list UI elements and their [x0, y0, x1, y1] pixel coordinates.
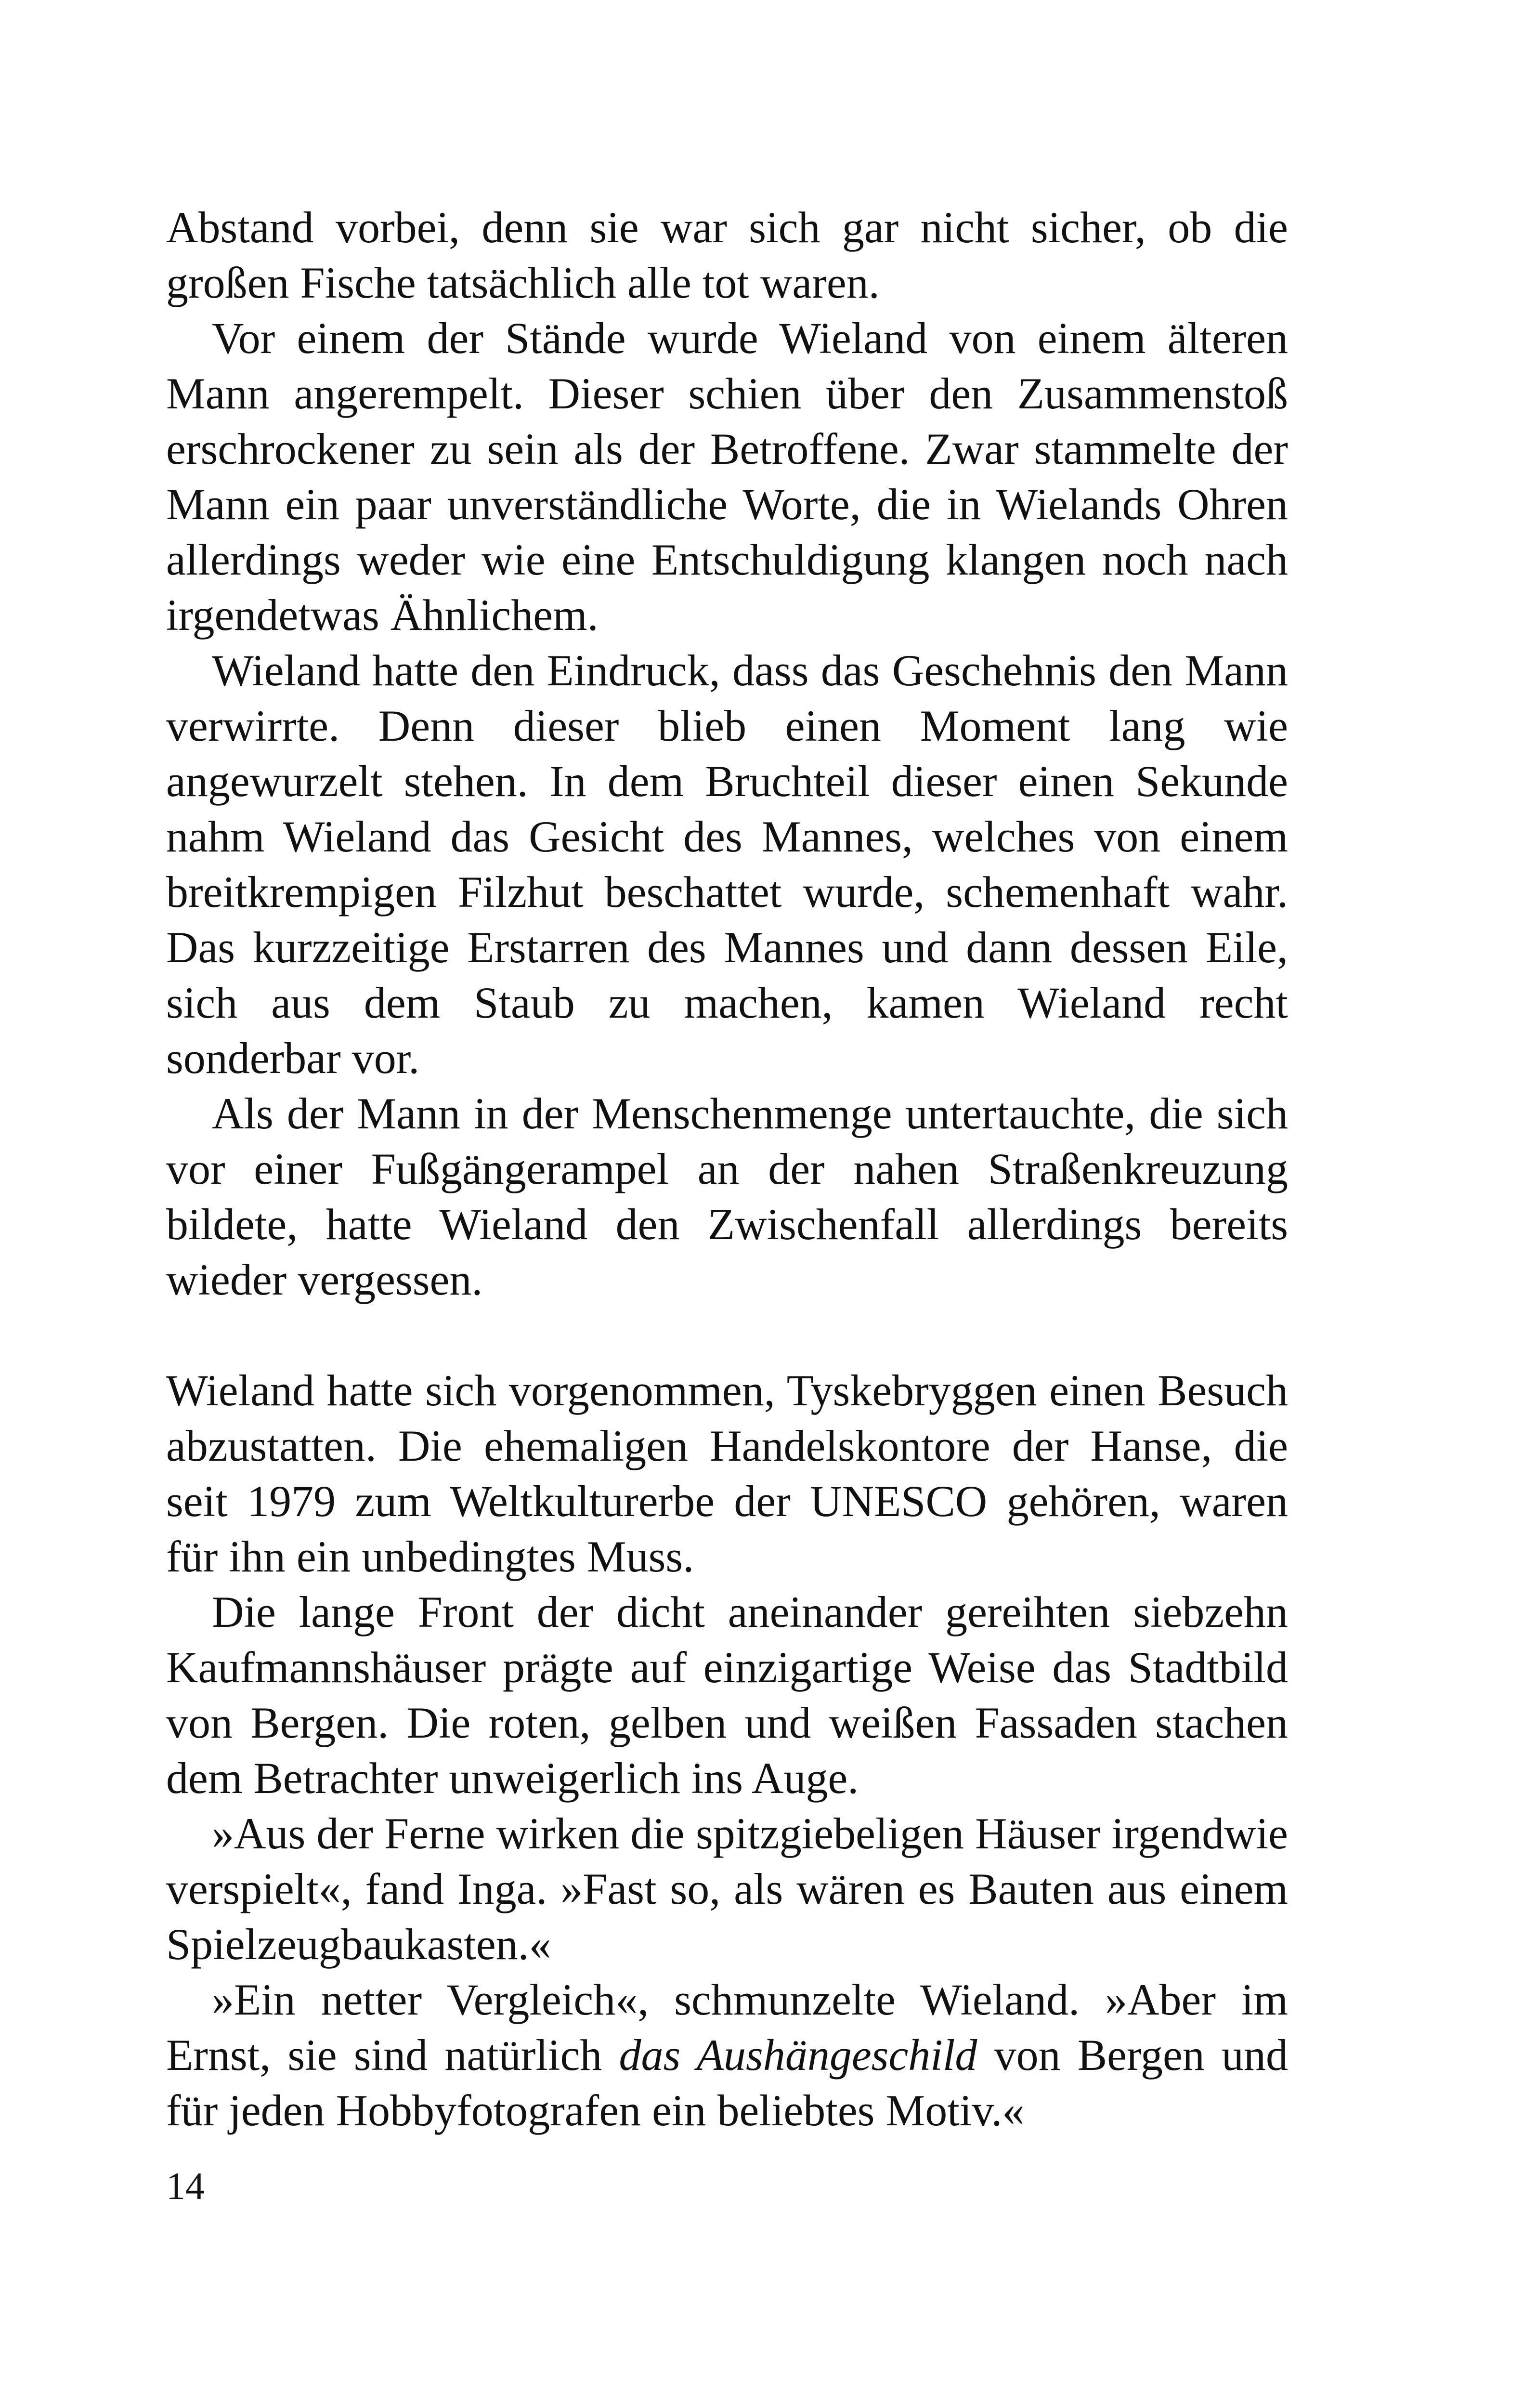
page-number: 14	[166, 2165, 205, 2208]
paragraph-text: von Bergen und für jeden Hobbyfotografen ein beliebtes Motiv.«	[166, 2030, 1288, 2135]
paragraph	[166, 1972, 1288, 2138]
paragraph: Wieland hatte den Eindruck, dass das Geschehnis den Mann verwirrte. Denn dieser blieb einen Moment lang wie angewurzelt stehen. In dem Bruchteil dieser einen Sekunde nahm Wieland das Gesicht des Mannes, welches von einem breitkrempigen Filzhut beschattet wurde, schemenhaft wahr. Das kurzzeitige Erstarren des Mannes und dann dessen Eile, sich aus dem Staub zu machen, kamen Wieland recht sonderbar vor.	[166, 646, 1288, 1083]
paragraph: Als der Mann in der Menschenmenge untertauchte, die sich vor einer Fußgängerampel an der nahen Straßenkreuzung bildete, hatte Wieland den Zwischenfall allerdings bereits wieder vergessen.	[166, 1089, 1288, 1304]
paragraph: Abstand vorbei, denn sie war sich gar nicht sicher, ob die großen Fische tatsächlich alle tot waren.	[166, 203, 1288, 307]
paragraph: Vor einem der Stände wurde Wieland von einem älteren Mann angerempelt. Dieser schien über den Zusammenstoß erschrockener zu sein als der Betroffene. Zwar stammelte der Mann ein paar unverständliche Worte, die in Wielands Ohren allerdings weder wie eine Entschuldigung klangen noch nach irgendetwas Ähnlichem.	[166, 314, 1288, 640]
paragraph: »Aus der Ferne wirken die spitzgiebeligen Häuser irgendwie verspielt«, fand Inga. »Fast so, als wären es Bauten aus einem Spielzeugbaukasten.«	[166, 1809, 1288, 1969]
body-text	[166, 200, 1288, 2138]
section-break	[166, 1308, 1288, 1363]
paragraph-text: »Ein netter Vergleich«, schmunzelte Wieland. »Aber im Ernst, sie sind natürlich	[166, 1975, 1288, 2080]
paragraph: Die lange Front der dicht aneinander gereihten siebzehn Kaufmannshäuser prägte auf einzigartige Weise das Stadtbild von Bergen. Die roten, gelben und weißen Fassaden stachen dem Betrachter unweigerlich ins Auge.	[166, 1587, 1288, 1803]
paragraph: Wieland hatte sich vorgenommen, Tyskebryggen einen Besuch abzustatten. Die ehemaligen Handelskontore der Hanse, die seit 1979 zum Weltkulturerbe der UNESCO gehören, waren für ihn ein unbedingtes Muss.	[166, 1366, 1288, 1581]
italic-emphasis: das Aushängeschild	[619, 2030, 977, 2080]
